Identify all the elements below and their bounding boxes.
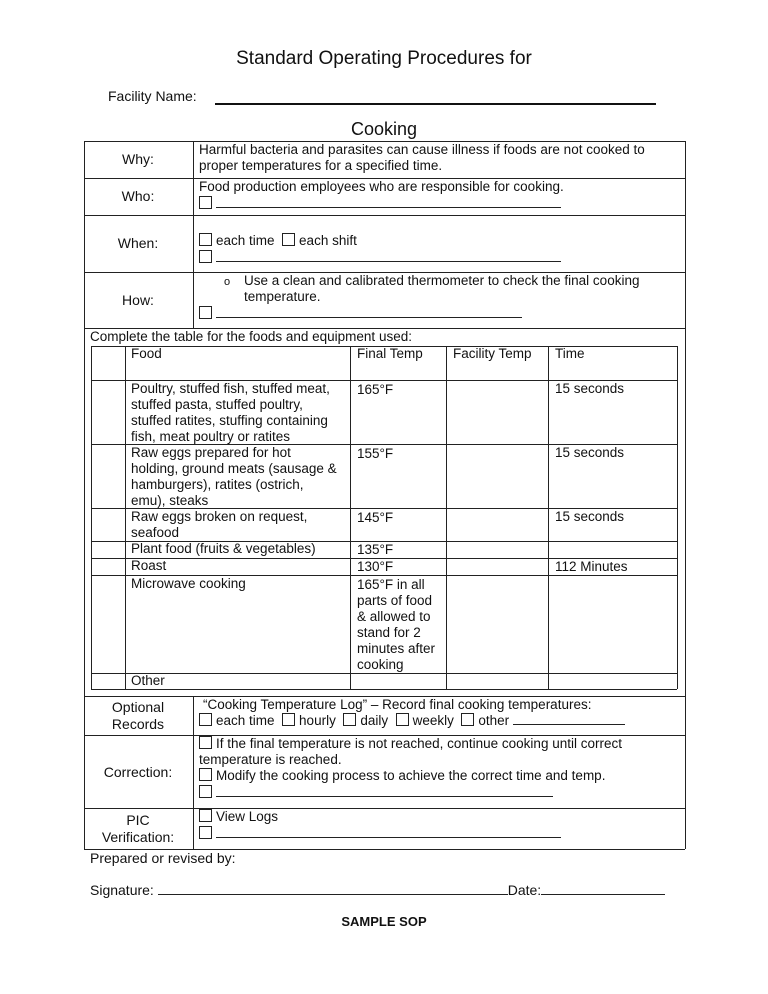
- bullet-icon: o: [224, 276, 231, 288]
- page-title: Standard Operating Procedures for: [236, 48, 532, 69]
- date-label: Date:: [507, 882, 542, 898]
- optional-hourly-label: hourly: [299, 713, 336, 728]
- when-each-shift-checkbox[interactable]: [282, 233, 295, 246]
- optional-each-time-label: each time: [216, 713, 275, 728]
- who-other-checkbox[interactable]: [199, 196, 212, 209]
- optional-options: [199, 713, 625, 729]
- correction-other-field[interactable]: [216, 785, 553, 797]
- row2-food-1: Raw eggs prepared for hot: [131, 445, 291, 460]
- optional-label-1: Optional: [111, 699, 165, 715]
- row6-temp-2: parts of food: [357, 593, 433, 608]
- when-options: [199, 233, 357, 249]
- who-label: Who:: [121, 188, 155, 204]
- page-subtitle: Cooking: [350, 119, 418, 139]
- when-label: When:: [117, 235, 159, 251]
- signature-label: Signature:: [90, 882, 154, 898]
- correction-text-2: temperature is reached.: [199, 752, 342, 767]
- row3-food-2: seafood: [131, 525, 180, 540]
- optional-weekly-label: weekly: [412, 713, 454, 728]
- pic-view-logs-label: View Logs: [216, 809, 279, 824]
- row4-food-1: Plant food (fruits & vegetables): [131, 541, 316, 556]
- when-other-checkbox[interactable]: [199, 250, 212, 263]
- row5-time: 112 Minutes: [555, 559, 628, 574]
- optional-weekly-checkbox[interactable]: [396, 713, 409, 726]
- header-facility-temp: Facility Temp: [453, 346, 532, 361]
- pic-other-row: [199, 826, 561, 842]
- who-other-field[interactable]: [216, 196, 561, 208]
- correction-row-3: [199, 768, 605, 784]
- table-intro: Complete the table for the foods and equipment used:: [90, 329, 412, 344]
- row2-food-4: emu), steaks: [131, 493, 209, 508]
- how-label: How:: [122, 292, 154, 308]
- row6-temp-6: cooking: [357, 657, 404, 672]
- why-text-2: proper temperatures for a specified time.: [199, 158, 443, 173]
- how-other-checkbox[interactable]: [199, 306, 212, 319]
- correction-text-1: If the final temperature is not reached, continue cooking until correct: [216, 736, 622, 751]
- how-text-2: temperature.: [244, 289, 321, 304]
- optional-text: “Cooking Temperature Log” – Record final cooking temperatures:: [203, 697, 592, 712]
- row6-food-1: Microwave cooking: [131, 576, 246, 591]
- pic-other-field[interactable]: [216, 826, 561, 838]
- optional-hourly-checkbox[interactable]: [282, 713, 295, 726]
- pic-row-1: [199, 809, 278, 825]
- who-text: Food production employees who are responsible for cooking.: [199, 179, 564, 194]
- date-field[interactable]: [541, 883, 665, 895]
- row5-temp: 130°F: [357, 559, 394, 574]
- when-other-field[interactable]: [216, 250, 561, 262]
- when-other-row: [199, 250, 561, 266]
- correction-other-checkbox[interactable]: [199, 785, 212, 798]
- pic-label-1: PIC: [126, 812, 150, 828]
- row1-food-1: Poultry, stuffed fish, stuffed meat,: [131, 381, 330, 396]
- row6-temp-4: stand for 2: [357, 625, 421, 640]
- who-other-row: [199, 196, 561, 212]
- facility-name-field[interactable]: [215, 103, 656, 105]
- row1-food-4: fish, meat poultry or ratites: [131, 429, 291, 444]
- row1-food-3: stuffed ratites, stuffing containing: [131, 413, 328, 428]
- optional-other-label: other: [478, 713, 510, 728]
- header-time: Time: [555, 346, 585, 361]
- row3-food-1: Raw eggs broken on request,: [131, 509, 308, 524]
- row2-food-2: holding, ground meats (sausage &: [131, 461, 337, 476]
- row1-time: 15 seconds: [555, 381, 625, 396]
- row2-temp: 155°F: [357, 446, 394, 461]
- row3-temp: 145°F: [357, 510, 394, 525]
- signature-field[interactable]: [158, 883, 508, 895]
- correction-text-3: Modify the cooking process to achieve the correct time and temp.: [216, 768, 606, 783]
- pic-other-checkbox[interactable]: [199, 826, 212, 839]
- row2-time: 15 seconds: [555, 445, 625, 460]
- when-each-shift-label: each shift: [299, 233, 357, 248]
- optional-other-checkbox[interactable]: [461, 713, 474, 726]
- facility-name-label: Facility Name:: [108, 88, 197, 104]
- correction-row-1: [199, 736, 622, 752]
- optional-other-field[interactable]: [513, 713, 625, 725]
- row5-food-1: Roast: [131, 558, 167, 573]
- row6-temp-1: 165°F in all: [357, 577, 425, 592]
- when-each-time-label: each time: [216, 233, 275, 248]
- how-text-1: Use a clean and calibrated thermometer to check the final cooking: [244, 273, 640, 288]
- row7-food-1: Other: [131, 673, 165, 688]
- correction-label: Correction:: [103, 764, 173, 780]
- pic-label-2: Verification:: [101, 829, 175, 845]
- sample-sop-footer: SAMPLE SOP: [341, 914, 427, 929]
- optional-daily-label: daily: [360, 713, 389, 728]
- row6-temp-3: & allowed to: [357, 609, 431, 624]
- header-final-temp: Final Temp: [357, 346, 423, 361]
- row1-temp: 165°F: [357, 382, 394, 397]
- correction-continue-checkbox[interactable]: [199, 736, 212, 749]
- optional-each-time-checkbox[interactable]: [199, 713, 212, 726]
- when-each-time-checkbox[interactable]: [199, 233, 212, 246]
- correction-other-row: [199, 785, 553, 801]
- row2-food-3: hamburgers), ratites (ostrich,: [131, 477, 304, 492]
- optional-label-2: Records: [111, 716, 165, 732]
- header-food: Food: [131, 346, 162, 361]
- row4-temp: 135°F: [357, 542, 394, 557]
- prepared-label: Prepared or revised by:: [90, 850, 236, 866]
- optional-daily-checkbox[interactable]: [343, 713, 356, 726]
- how-other-row: [199, 306, 522, 322]
- row1-food-2: stuffed pasta, stuffed poultry,: [131, 397, 303, 412]
- correction-modify-checkbox[interactable]: [199, 768, 212, 781]
- why-label: Why:: [122, 151, 154, 167]
- how-other-field[interactable]: [216, 306, 522, 318]
- why-text-1: Harmful bacteria and parasites can cause illness if foods are not cooked to: [199, 142, 645, 157]
- pic-view-logs-checkbox[interactable]: [199, 809, 212, 822]
- row6-temp-5: minutes after: [357, 641, 436, 656]
- signature-row: [90, 882, 665, 898]
- row3-time: 15 seconds: [555, 509, 625, 524]
